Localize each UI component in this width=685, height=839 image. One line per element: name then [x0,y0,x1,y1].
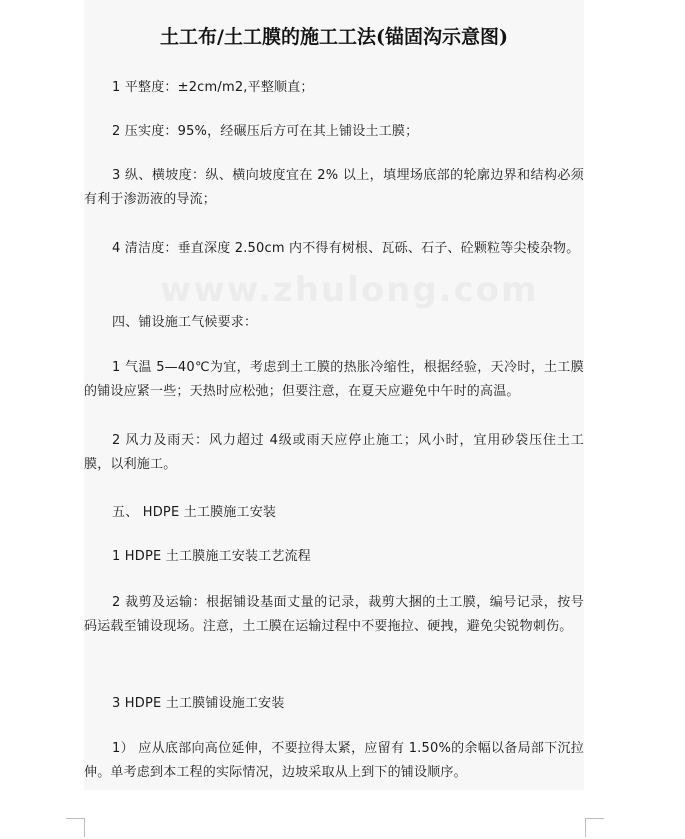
paragraph-process-flow: 1 HDPE 土工膜施工安装工艺流程 [112,549,311,564]
section-heading-hdpe: 五、 HDPE 土工膜施工安装 [112,505,277,520]
paragraph-cutting-transport: 2 裁剪及运输：根据铺设基面丈量的记录，裁剪大捆的土工膜，编号记录，按号码运载至铺设现场。注意，土工膜在运输过程中不要拖拉、硬拽，避免尖锐物刺伤。 [84,595,584,634]
watermark-text [160,270,539,310]
paragraph-installation: 3 HDPE 土工膜铺设施工安装 [112,696,285,711]
paragraph-wind-rain: 2 风力及雨天：风力超过 4级或雨天应停止施工；风小时，宜用砂袋压住土工膜，以利施工。 [84,433,584,472]
paragraph-compaction: 2 压实度：95%，经碾压后方可在其上铺设土工膜； [112,124,419,139]
page-corner-mark-right [585,818,604,837]
section-heading-climate: 四、铺设施工气候要求： [112,315,258,330]
paragraph-extension: 1） 应从底部向高位延伸，不要拉得太紧，应留有 1.50%的余幅以备局部下沉拉伸。单考虑到本工程的实际情况，边坡采取从上到下的铺设顺序。 [84,741,584,780]
paragraph-flatness: 1 平整度：±2cm/m2,平整顺直； [112,80,314,95]
paragraph-cleanliness: 4 清洁度：垂直深度 2.50cm 内不得有树根、瓦砾、石子、砼颗粒等尖棱杂物。 [112,241,580,256]
document-title: 土工布/土工膜的施工工法(锚固沟示意图) [160,26,508,48]
page-corner-mark-left [66,818,85,837]
paragraph-temperature: 1 气温 5—40℃为宜，考虑到土工膜的热胀冷缩性，根据经验，天冷时，土工膜的铺设应紧一些；天热时应松弛；但要注意，在夏天应避免中午时的高温。 [84,360,584,399]
paragraph-slope: 3 纵、横坡度：纵、横向坡度宜在 2% 以上，填埋场底部的轮廓边界和结构必须有利于渗沥液的导流； [84,168,584,207]
